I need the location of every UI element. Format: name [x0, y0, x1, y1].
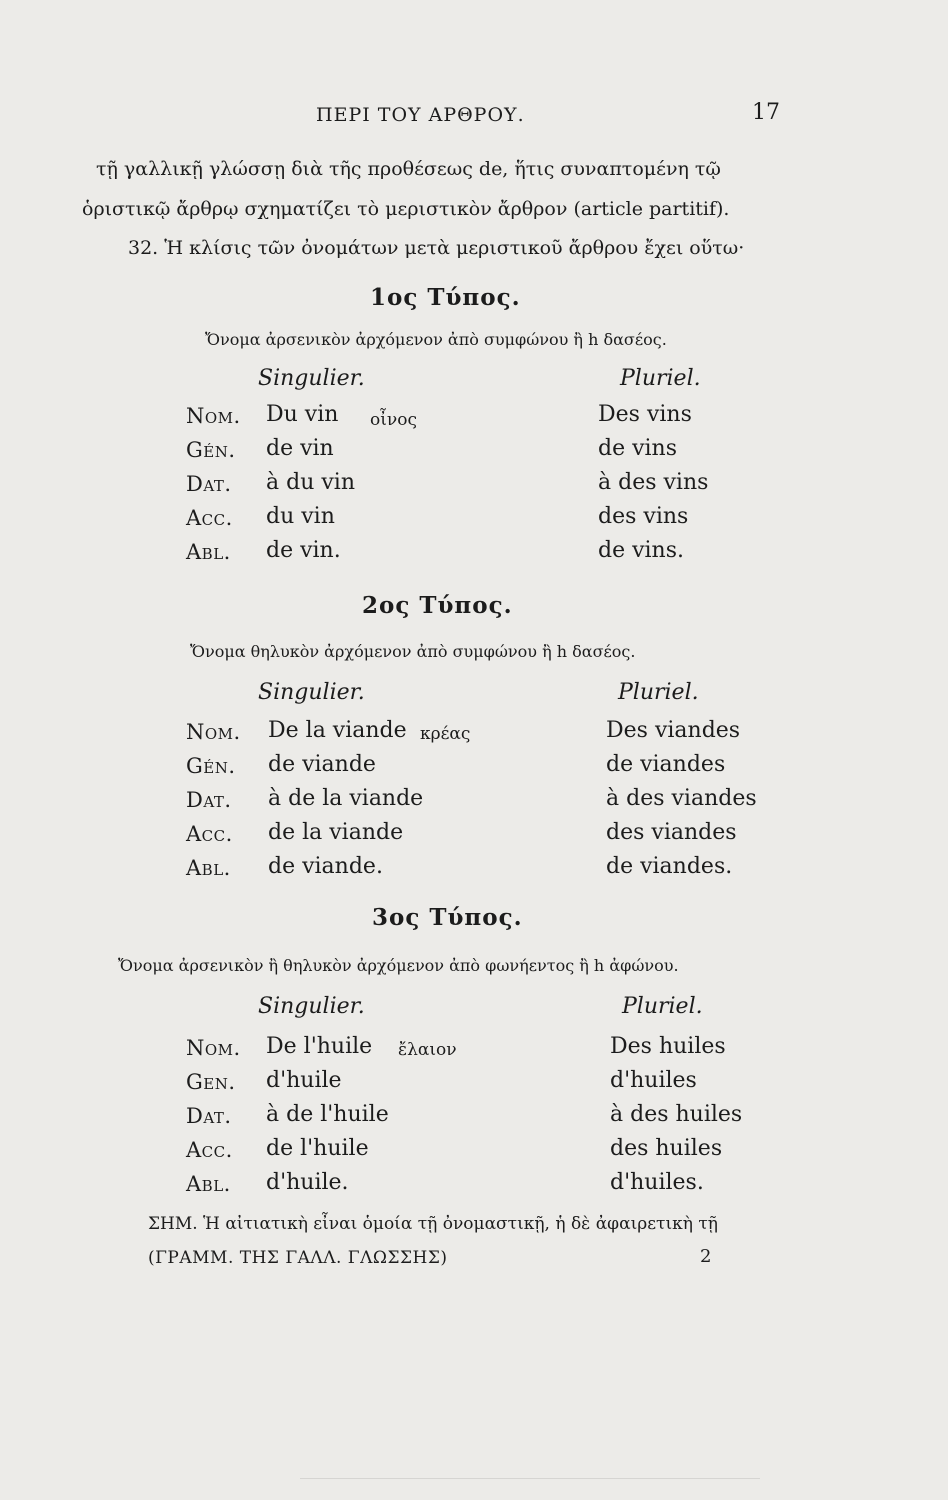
type-1-singular-label: Singulier.	[258, 366, 365, 391]
type-1-singular-acc: du vin	[266, 504, 335, 529]
type-3-singular-dat: à de l'huile	[266, 1102, 389, 1127]
type-3-plural-dat: à des huiles	[610, 1102, 743, 1127]
type-2-case-dat: Dat.	[186, 788, 232, 812]
type-3-description: Ὄνομα ἀρσενικὸν ἢ θηλυκὸν ἀρχόμενον ἀπὸ φωνήεντος ἢ h ἀφώνου.	[118, 956, 679, 975]
intro-line-1: τῇ γαλλικῇ γλώσσῃ διὰ τῆς προθέσεως de, ἥτις συναπτομένη τῷ	[96, 158, 721, 180]
type-2-plural-gen: de viandes	[606, 752, 726, 777]
type-2-case-acc: Acc.	[186, 822, 233, 846]
type-2-plural-abl: de viandes.	[606, 854, 733, 879]
type-3-gloss: ἔλαιον	[398, 1040, 457, 1060]
type-3-case-gen: Gen.	[186, 1070, 236, 1094]
type-2-plural-acc: des viandes	[606, 820, 737, 845]
type-1-plural-acc: des vins	[598, 504, 689, 529]
type-3-case-abl: Abl.	[186, 1172, 231, 1196]
type-3-plural-abl: d'huiles.	[610, 1170, 704, 1195]
type-1-plural-nom: Des vins	[598, 402, 692, 427]
type-1-gloss: οἶνος	[370, 410, 417, 430]
type-2-plural-nom: Des viandes	[606, 718, 741, 743]
type-1-case-dat: Dat.	[186, 472, 232, 496]
running-title: ΠΕΡΙ ΤΟΥ ΑΡΘΡΟΥ.	[316, 104, 525, 126]
type-1-case-nom: Nom.	[186, 404, 241, 428]
type-3-singular-acc: de l'huile	[266, 1136, 369, 1161]
type-2-gloss: κρέας	[420, 724, 471, 744]
type-1-singular-nom: Du vin	[266, 402, 339, 427]
intro-line-3: 32. Ἡ κλίσις τῶν ὀνομάτων μετὰ μεριστικοῦ ἄρθρου ἔχει οὕτω·	[128, 237, 745, 259]
type-2-case-nom: Nom.	[186, 720, 241, 744]
type-3-plural-nom: Des huiles	[610, 1034, 726, 1059]
type-1-singular-gen: de vin	[266, 436, 334, 461]
type-3-plural-label: Pluriel.	[622, 994, 703, 1019]
page-number: 17	[752, 100, 780, 125]
type-2-description: Ὄνομα θηλυκὸν ἀρχόμενον ἀπὸ συμφώνου ἢ h δασέος.	[190, 642, 636, 661]
type-2-plural-dat: à des viandes	[606, 786, 757, 811]
type-2-case-gen: Gén.	[186, 754, 236, 778]
type-3-case-nom: Nom.	[186, 1036, 241, 1060]
type-1-case-abl: Abl.	[186, 540, 231, 564]
note-line: ΣΗΜ. Ἡ αἰτιατικὴ εἶναι ὁμοία τῇ ὀνομαστικῇ, ἡ δὲ ἀφαιρετικὴ τῇ	[148, 1214, 718, 1234]
type-1-case-acc: Acc.	[186, 506, 233, 530]
type-2-singular-nom: De la viande	[268, 718, 407, 743]
type-2-singular-label: Singulier.	[258, 680, 365, 705]
type-2-singular-abl: de viande.	[268, 854, 383, 879]
type-3-plural-gen: d'huiles	[610, 1068, 697, 1093]
type-3-plural-acc: des huiles	[610, 1136, 723, 1161]
type-3-singular-gen: d'huile	[266, 1068, 342, 1093]
intro-line-2: ὁριστικῷ ἄρθρῳ σχηματίζει τὸ μεριστικὸν ἄρθρον (article partitif).	[82, 198, 730, 220]
type-2-case-abl: Abl.	[186, 856, 231, 880]
type-3-case-dat: Dat.	[186, 1104, 232, 1128]
type-1-description: Ὄνομα ἀρσενικὸν ἀρχόμενον ἀπὸ συμφώνου ἢ h δασέος.	[205, 330, 667, 349]
signature-mark: 2	[700, 1246, 712, 1267]
type-1-singular-dat: à du vin	[266, 470, 355, 495]
type-1-case-gen: Gén.	[186, 438, 236, 462]
type-1-heading: 1ος Τύπος.	[370, 284, 521, 311]
type-1-plural-gen: de vins	[598, 436, 678, 461]
type-3-case-acc: Acc.	[186, 1138, 233, 1162]
type-3-heading: 3ος Τύπος.	[372, 904, 523, 931]
type-2-singular-gen: de viande	[268, 752, 376, 777]
type-1-plural-dat: à des vins	[598, 470, 709, 495]
type-2-singular-acc: de la viande	[268, 820, 404, 845]
type-1-singular-abl: de vin.	[266, 538, 341, 563]
type-2-heading: 2ος Τύπος.	[362, 592, 513, 619]
type-2-singular-dat: à de la viande	[268, 786, 424, 811]
type-1-plural-label: Pluriel.	[620, 366, 701, 391]
type-3-singular-abl: d'huile.	[266, 1170, 349, 1195]
type-1-plural-abl: de vins.	[598, 538, 685, 563]
book-title-footer: (ΓΡΑΜΜ. ΤΗΣ ΓΑΛΛ. ΓΛΩΣΣΗΣ)	[148, 1248, 448, 1268]
page-bottom-shadow	[300, 1478, 760, 1479]
type-3-singular-nom: De l'huile	[266, 1034, 373, 1059]
type-3-singular-label: Singulier.	[258, 994, 365, 1019]
type-2-plural-label: Pluriel.	[618, 680, 699, 705]
